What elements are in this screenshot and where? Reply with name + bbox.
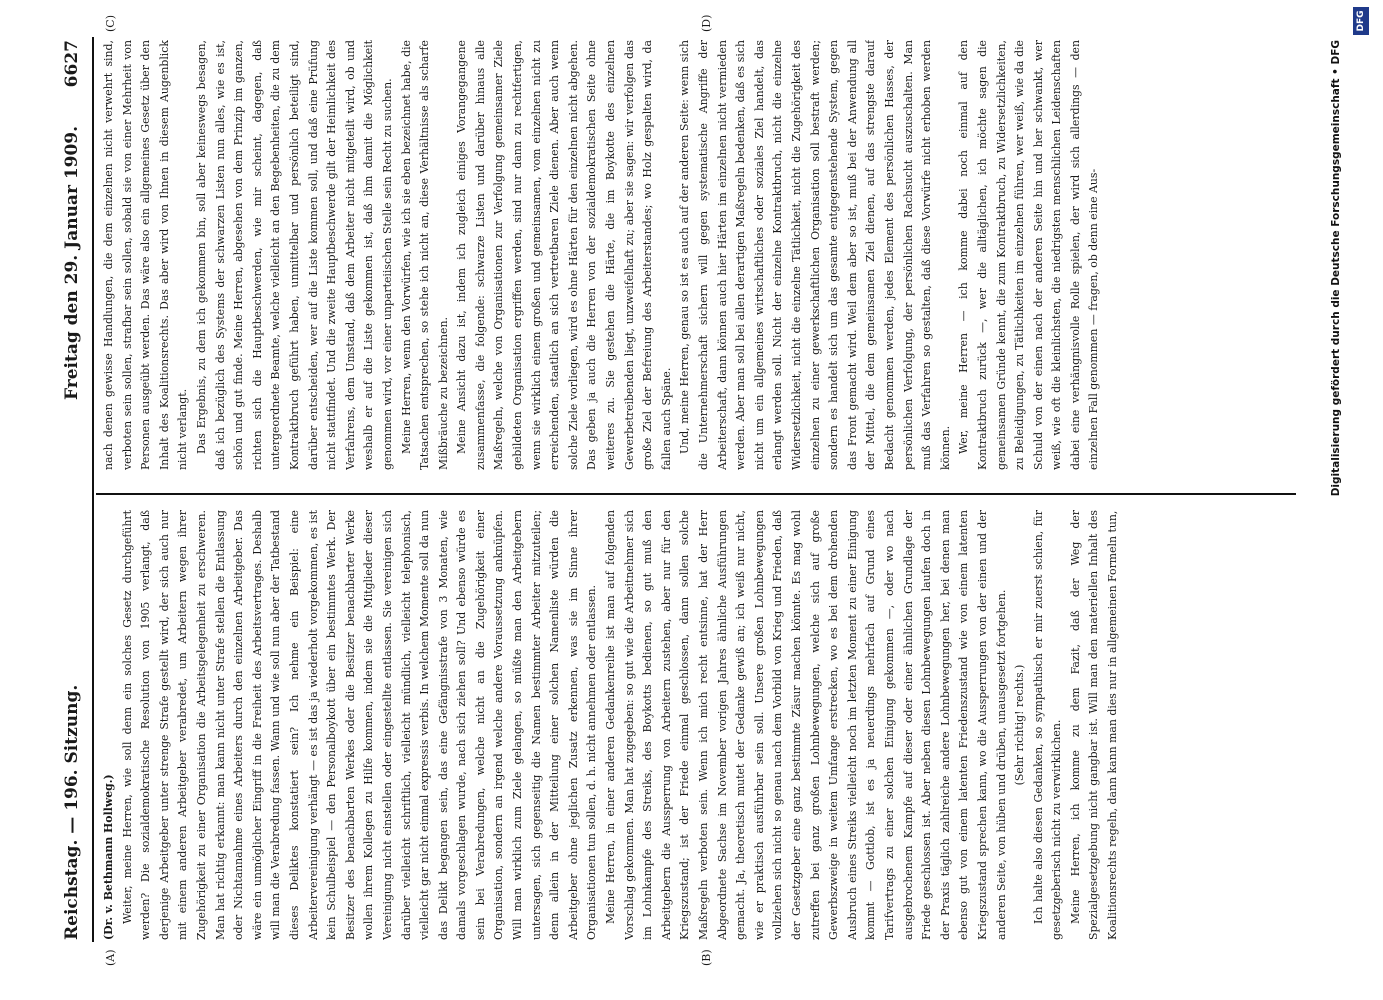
running-header [62, 40, 88, 940]
paragraph: Meine Herren, in einer anderen Gedankenreihe ist man auf folgenden Vorschlag gekommen. Man hat zugegeben: so gut wie die Arbeitnehmer sich im Lohnkampfe des Streiks, des Boykotts bedienen, so gut muß den Arbeitgebern die Aussperrung von Arbeitern zustehen, aber nur für den Kriegszustand; ist der Friede einmal geschlossen, dann sollen solche Maßregeln verboten sein. Wenn ich mich recht entsinne, hat der Herr Abgeordnete Sachse im November vorigen Jahres ähnliche Ausführungen gemacht. Ja, theoretisch mutet der Gedanke gewiß an; ich weiß nur nicht, wie er praktisch ausführbar sein soll. Unsere großen Lohnbewegungen vollziehen sich nicht so genau nach dem Vorbild von Krieg und Frieden, daß der Gesetzgeber eine ganz bestimmte Zäsur machen könnte. Es mag wohl zutreffen bei ganz großen Lohnbewegungen, welche sich auf große Gewerbszweige in weitem Umfange erstrecken, wo es bei dem drohenden Ausbruch eines Streiks vielleicht noch im letzten Moment zu einer Einigung kommt — Gottlob, ist es ja neuerdings mehrfach auf Grund eines Tarifvertrags zu einer solchen Einigung gekommen —, oder wo nach ausgebrochenem Kampfe auf dieser oder einer ähnlichen Grundlage der Friede geschlossen ist. Aber neben diesen Lohnbewegungen laufen doch in der Praxis täglich zahlreiche andere Lohnbewegungen her, bei denen man ebenso gut von einem latenten Friedenszustand wie von einem latenten Kriegszustand sprechen kann, wo die Aussperrungen von der einen und der anderen Seite, von hüben und drüben, unausgesetzt fortgehen. [604, 510, 1008, 940]
paragraph: Und, meine Herren, genau so ist es auch auf der anderen Seite: wenn sich die Unternehmerschaft sichern will gegen systematische Angriffe der Arbeiterschaft, dann können auch hier Härten im einzelnen nicht vermieden werden. Aber man soll bei allen derartigen Maßregeln bedenken, daß es sich nicht um ein allgemeines wirtschaftliches oder soziales Ziel handelt, das erlangt werden soll. Nicht der einzelne Kontraktbruch, nicht die einzelne Widersetzlichkeit, nicht die einzelne Tätlichkeit, nicht die Zugehörigkeit des einzelnen zu einer gewerkschaftlichen Organisation soll bestraft werden; sondern es handelt sich um das gesamte entgegenstehende System, gegen das Front gemacht wird. Weil dem aber so ist, muß bei der Anwendung all der Mittel, die dem gemeinsamen Ziel dienen, auf das strengste darauf Bedacht genommen werden, jedes Element des persönlichen Hasses, der persönlichen Verfolgung, der persönlichen Rachsucht auszuschalten. Man muß das Verfahren so gestalten, daß diese Vorwürfe nicht erhoben werden können. [678, 40, 952, 470]
header-rule [92, 37, 94, 942]
interjection: (Sehr richtig! rechts.) [1013, 664, 1027, 786]
margin-marker-b: (B) [700, 949, 713, 966]
header-session: Reichstag. — 196. Sitzung. [62, 684, 82, 940]
paragraph: nach denen gewisse Handlungen, die dem einzelnen nicht verwehrt sind, verboten sein sollen, strafbar sein sollen, sobald sie von einer Mehrheit von Personen ausgeübt werden. Das wäre also ein allgemeines Gesetz über den Inhalt des Koalitionsrechts. Das aber wird von Ihnen in diesem Augenblick nicht verlangt. [102, 40, 190, 470]
column-divider [96, 493, 1296, 495]
margin-marker-d: (D) [700, 14, 713, 32]
paragraph: Ich halte also diesen Gedanken, so sympathisch er mir zuerst schien, für gesetzgeberisch nicht zu verwirklichen. [1031, 510, 1064, 940]
right-column [100, 40, 1290, 470]
header-date: Freitag den 29. Januar 1909. [62, 125, 82, 400]
paragraph: Meine Herren, wenn den Vorwürfen, wie ich sie eben bezeichnet habe, die Tatsachen entsprechen, so stehe ich nicht an, diese Verhältnisse als scharfe Mißbräuche zu bezeichnen. [399, 40, 450, 470]
dfg-logo: DFG [1353, 7, 1369, 35]
paragraph: Meine Herren, ich komme zu dem Fazit, daß der Weg der Spezialgesetzgebung nicht gangbar ist. Will man den materiellen Inhalt des Koalitionsrechts regeln, dann kann man dies nur in allgemeinen Formeln tun, [1068, 510, 1120, 940]
speaker-line: (Dr. v. Bethmann Hollweg.) [102, 774, 115, 940]
paragraph: Weiter, meine Herren, wie soll denn ein solches Gesetz durchgeführt werden? Die sozialdemokratische Resolution von 1905 verlangt, daß derjenige Arbeitgeber unter strenge Strafe gestellt wird, der sich auch nur mit einem anderen Arbeitgeber verabredet, um Arbeitern wegen ihrer Zugehörigkeit zu einer Organisation die Arbeitsgelegenheit zu erschweren. Man hat richtig erkannt: man kann nicht unter Strafe stellen die Entlassung oder Nichtannahme eines Arbeiters durch den einzelnen Arbeitgeber. Das wäre ein unmöglicher Eingriff in die Freiheit des Arbeitsvertrages. Deshalb will man die Verabredung fassen. Wann und wie soll nun aber der Tatbestand dieses Deliktes konstatiert sein? Ich nehme ein Beispiel: eine Arbeitervereinigung verhängt — es ist das ja wiederholt vorgekommen, es ist kein Schulbeispiel — den Personalboykott über ein bestimmtes Werk. Der Besitzer des benachbarten Werkes oder die Besitzer benachbarter Werke wollen ihrem Kollegen zu Hilfe kommen, indem sie die Mitglieder dieser Vereinigung nicht einstellen oder eingestellte entlassen. Sie vereinigen sich darüber vielleicht schriftlich, vielleicht mündlich, vielleicht telephonisch, vielleicht gar nicht einmal expressis verbis. In welchem Momente soll da nun das Delikt begangen sein, das eine Gefängnisstrafe von 3 Monaten, wie damals vorgeschlagen wurde, nach sich ziehen soll? Und ebenso würde es sein bei Verabredungen, welche nicht an die Zugehörigkeit einer Organisation, sondern an irgend welche andere Voraussetzung anknüpfen. Will man wirklich zum Ziele gelangen, so müßte man den Arbeitgebern untersagen, sich gegenseitig die Namen bestimmter Arbeiter mitzuteilen; denn allein in der Mitteilung einer solchen Namenliste würden die Arbeitgeber ohne jeglichen Zusatz erkennen, was sie im Sinne ihrer Organisationen tun sollen, d. h. nicht annehmen oder entlassen. [120, 510, 599, 940]
margin-marker-c: (C) [104, 15, 117, 32]
paragraph: Wer, meine Herren — ich komme dabei noch einmal auf den Kontraktbruch zurück —, wer die alltäglichen, ich möchte sagen die gemeinsamen Gründe kennt, die zum Kontraktbruch, zu Widersetzlichkeiten, zu Beleidigungen, zu Tätlichkeiten im einzelnen führen, wer weiß, wie da die Schuld von der einen nach der anderen Seite hin und her schwankt, wer weiß, wie oft die kleinlichsten, die niedrigsten menschlichen Leidenschaften dabei eine verhängnisvolle Rolle spielen, der wird sich allerdings — den einzelnen Fall genommen — fragen, ob denn eine Aus- [957, 40, 1101, 470]
paragraph: Meine Ansicht dazu ist, indem ich zugleich einiges Vorangegangene zusammenfasse, die folgende: schwarze Listen und darüber hinaus alle Maßregeln, welche von Organisationen zur Verfolgung gemeinsamer Ziele gebildeten Organisation ergriffen werden, sind nur dann zu rechtfertigen, wenn sie wirklich einem großen und gemeinsamen, vom einzelnen nicht zu erreichenden, staatlich an sich vertretbaren Ziele dienen. Aber auch wenn solche Ziele vorliegen, wird es ohne Härten für den einzelnen nicht abgehen. Das geben ja auch die Herren von der sozialdemokratischen Seite ohne weiteres zu. Sie gestehen die Härte, die im Boykotte des einzelnen Gewerbetreibenden liegt, unzweifelhaft zu; aber sie sagen: wir verfolgen das große Ziel der Befreiung des Arbeiterstandes; wo Holz gespalten wird, da fallen auch Späne. [455, 40, 673, 470]
left-column [100, 510, 1290, 940]
paragraph: Das Ergebnis, zu dem ich gekommen bin, soll aber keineswegs besagen, daß ich bezüglich des Systems der schwarzen Listen nun alles, wie es ist, schön und gut finde. Meine Herren, abgesehen von dem Prinzip im ganzen, richten sich die Hauptbeschwerden, wie mir scheint, dagegen, daß untergeordnete Beamte, welche vielleicht an den Begebenheiten, die zu dem Kontraktbruch geführt haben, unmittelbar und persönlich beteiligt sind, darüber entscheiden, wer auf die Liste kommen soll, und daß eine Prüfung nicht stattfindet. Und die zweite Hauptbeschwerde gilt der Heimlichkeit des Verfahrens, dem Umstand, daß dem Arbeiter nicht mitgeteilt wird, ob und weshalb er auf die Liste gekommen ist, daß ihm damit die Möglichkeit genommen wird, vor einer unparteiischen Stelle sein Recht zu suchen. [194, 40, 394, 470]
digitization-credit: Digitalisierung gefördert durch die Deutsche Forschungsgemeinschaft • DFG [1330, 40, 1342, 497]
page-number: 6627 [62, 40, 82, 88]
margin-marker-a: (A) [104, 949, 117, 966]
